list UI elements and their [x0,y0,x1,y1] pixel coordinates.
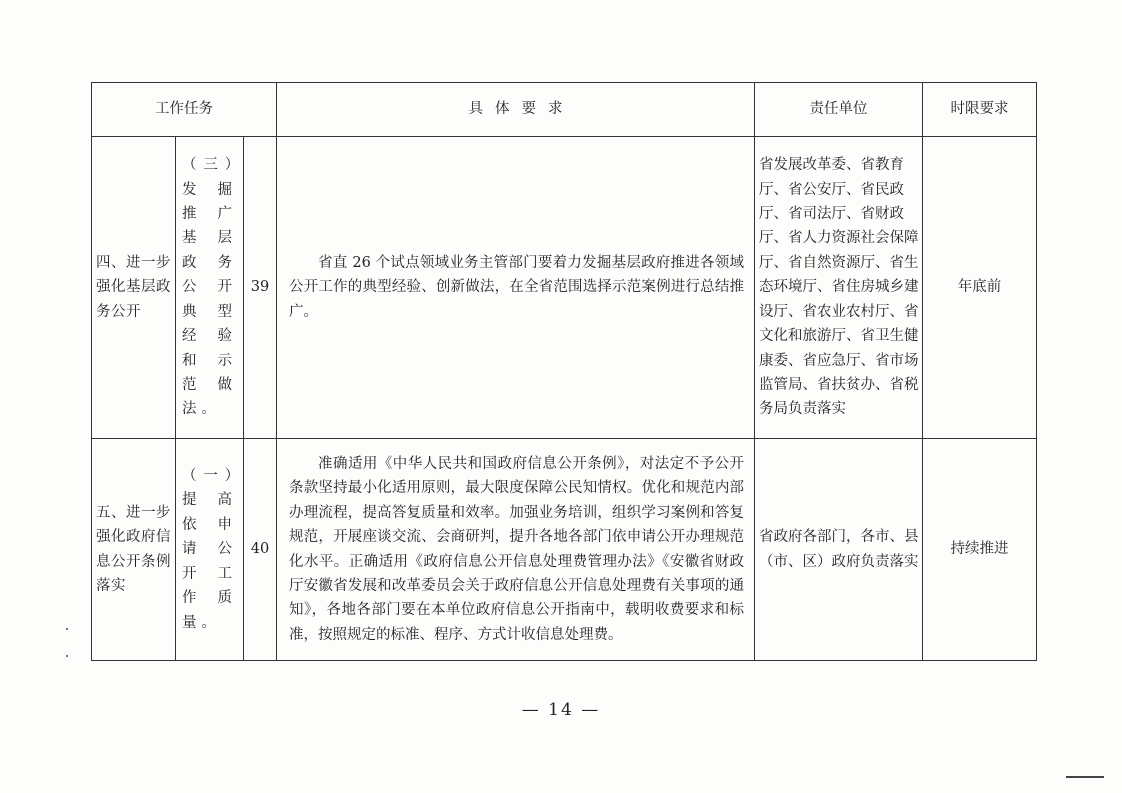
table-row [92,439,1037,661]
responsible-unit-cell: 省发展改革委、省教育厅、省公安厅、省民政厅、省司法厅、省财政厅、省人力资源社会保障厅、省自然资源厅、省生态环境厅、省住房城乡建设厅、省农业农村厅、省文化和旅游厅、省卫生健康委、省应急厅、省市场监管局、省扶贫办、省税务局负责落实 [755,137,923,439]
deadline-cell: 年底前 [923,137,1037,439]
task-cell: 四、进一步强化基层政务公开 [92,137,176,439]
corner-mark [1066,776,1104,778]
header-requirement: 具体要求 [277,83,755,137]
task-cell: 五、进一步强化政府信息公开条例落实 [92,439,176,661]
header-deadline: 时限要求 [923,83,1037,137]
subtask-cell: （一）提高依申请公开工作质量。 [176,439,244,661]
task-table [91,82,1037,661]
requirement-cell: 准确适用《中华人民共和国政府信息公开条例》，对法定不予公开条款坚持最小化适用原则，最大限度保障公民知情权。优化和规范内部办理流程，提高答复质量和效率。加强业务培训，组织学习案例和答复规范，开展座谈交流、会商研判，提升各地各部门依申请公开办理规范化水平。正确适用《政府信息公开信息处理费管理办法》《安徽省财政厅安徽省发展和改革委员会关于政府信息公开信息处理费有关事项的通知》，各地各部门要在本单位政府信息公开指南中，载明收费要求和标准，按照规定的标准、程序、方式计收信息处理费。 [277,439,755,661]
header-task: 工作任务 [92,83,277,137]
deadline-cell: 持续推进 [923,439,1037,661]
item-number: 40 [244,439,277,661]
page-number: — 14 — [521,700,601,720]
subtask-cell: （三）发掘推广基层政务公开典型经验和示范做法。 [176,137,244,439]
requirement-cell: 省直 26 个试点领域业务主管部门要着力发掘基层政府推进各领域公开工作的典型经验、创新做法，在全省范围选择示范案例进行总结推广。 [277,137,755,439]
table-header-row [92,83,1037,137]
item-number: 39 [244,137,277,439]
margin-mark [66,628,68,630]
responsible-unit-cell: 省政府各部门，各市、县（市、区）政府负责落实 [755,439,923,661]
header-unit: 责任单位 [755,83,923,137]
table-row [92,137,1037,439]
margin-mark [66,655,68,657]
